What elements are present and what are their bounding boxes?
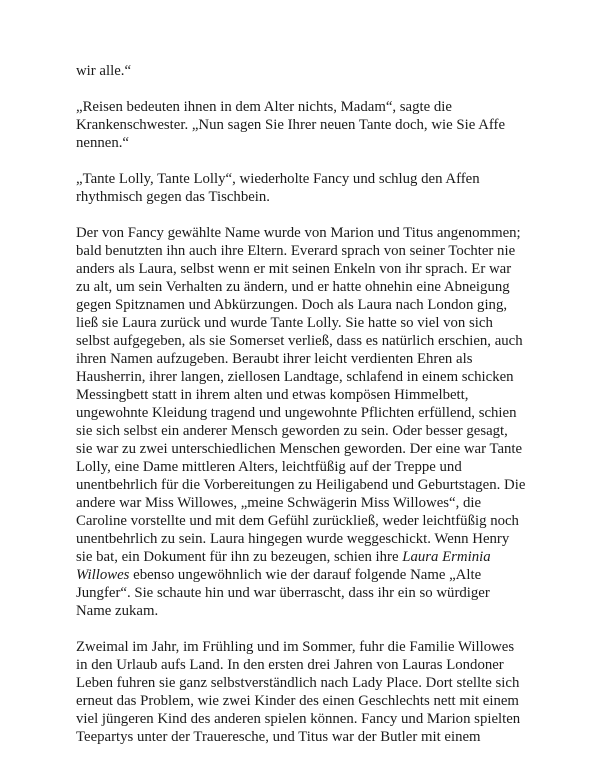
text-run: Caroline vorstellte und mit dem Gefühl zurückließ, weder leichtfüßig noch <box>76 513 519 529</box>
text-line <box>76 332 546 350</box>
text-line <box>76 656 546 674</box>
text-line <box>76 260 546 278</box>
text-line <box>76 242 546 260</box>
paragraph <box>76 98 546 152</box>
text-line <box>76 62 546 80</box>
text-line <box>76 494 546 512</box>
text-run: Name zukam. <box>76 603 159 619</box>
text-run: Lolly, eine Dame mittleren Alters, leichtfüßig auf der Treppe und <box>76 459 462 475</box>
text-line <box>76 278 546 296</box>
text-line <box>76 188 546 206</box>
text-run: Leben fuhren sie ganz selbstverständlich nach Lady Place. Dort stellte sich <box>76 675 520 691</box>
text-line <box>76 422 546 440</box>
text-line <box>76 314 546 332</box>
text-line <box>76 458 546 476</box>
text-line <box>76 710 546 728</box>
text-line <box>76 440 546 458</box>
text-run: sie sich selbst ein anderer Mensch geworden zu sein. Oder besser gesagt, <box>76 423 508 439</box>
text-line <box>76 530 546 548</box>
text-line <box>76 512 546 530</box>
italic-text-run: Laura Erminia <box>402 549 491 565</box>
text-line <box>76 350 546 368</box>
text-run: Der von Fancy gewählte Name wurde von Marion und Titus angenommen; <box>76 225 521 241</box>
text-run: unentbehrlich für die Vorbereitungen zu Heiligabend und Geburtstagen. Die <box>76 477 526 493</box>
text-run: viel jüngeren Kind des anderen spielen können. Fancy und Marion spielten <box>76 711 521 727</box>
text-run: Jungfer“. Sie schaute hin und war überrascht, dass ihr ein so würdiger <box>76 585 490 601</box>
text-line <box>76 548 546 566</box>
text-line <box>76 296 546 314</box>
text-run: gegen Spitznamen und Abkürzungen. Doch als Laura nach London ging, <box>76 297 508 313</box>
text-run: in den Urlaub aufs Land. In den ersten drei Jahren von Lauras Londoner <box>76 657 504 673</box>
italic-text-run: Willowes <box>76 567 130 583</box>
text-run: Zweimal im Jahr, im Frühling und im Sommer, fuhr die Familie Willowes <box>76 639 515 655</box>
paragraph <box>76 62 546 80</box>
paragraph <box>76 170 546 206</box>
text-run: unentbehrlich zu sein. Laura hingegen wurde weggeschickt. Wenn Henry <box>76 531 510 547</box>
text-run: andere war Miss Willowes, „meine Schwägerin Miss Willowes“, die <box>76 495 482 511</box>
text-line <box>76 386 546 404</box>
text-line <box>76 638 546 656</box>
text-line <box>76 728 546 746</box>
text-line <box>76 584 546 602</box>
text-line <box>76 566 546 584</box>
text-run: Krankenschwester. „Nun sagen Sie Ihrer neuen Tante doch, wie Sie Affe <box>76 117 506 133</box>
paragraph <box>76 638 546 746</box>
text-run: erneut das Problem, wie zwei Kinder des einen Geschlechts nett mit einem <box>76 693 519 709</box>
text-run: „Reisen bedeuten ihnen in dem Alter nichts, Madam“, sagte die <box>76 99 452 115</box>
text-run: zu alt, um sein Verhalten zu ändern, und er hatte ohnehin eine Abneigung <box>76 279 510 295</box>
text-run: Teepartys unter der Traueresche, und Titus war der Butler mit einem <box>76 729 481 745</box>
text-run: sie bat, ein Dokument für ihn zu bezeugen, schien ihre <box>76 549 403 565</box>
text-line <box>76 404 546 422</box>
text-line <box>76 224 546 242</box>
text-run: anders als Laura, selbst wenn er mit seinen Enkeln von ihr sprach. Er war <box>76 261 512 277</box>
text-run: ungewohnte Kleidung tragend und ungewohnte Pflichten erfüllend, schien <box>76 405 517 421</box>
text-run: bald benutzten ihn auch ihre Eltern. Everard sprach von seiner Tochter nie <box>76 243 516 259</box>
text-run: ihren Namen aufzugeben. Beraubt ihrer leicht verdienten Ehren als <box>76 351 473 367</box>
paragraph <box>76 224 546 620</box>
text-run: sie war zu zwei unterschiedlichen Menschen geworden. Der eine war Tante <box>76 441 523 457</box>
text-run: Messingbett statt in ihrem alten und etwas kompösen Himmelbett, <box>76 387 469 403</box>
text-run: ebenso ungewöhnlich wie der darauf folgende Name „Alte <box>129 567 482 583</box>
text-line <box>76 98 546 116</box>
text-run: Hausherrin, ihrer langen, ziellosen Landtage, schlafend in einem schicken <box>76 369 514 385</box>
text-line <box>76 368 546 386</box>
text-line <box>76 674 546 692</box>
text-line <box>76 476 546 494</box>
text-line <box>76 116 546 134</box>
text-line <box>76 134 546 152</box>
text-run: „Tante Lolly, Tante Lolly“, wiederholte Fancy und schlug den Affen <box>76 171 480 187</box>
text-line <box>76 170 546 188</box>
text-line <box>76 602 546 620</box>
text-run: selbst aufgegeben, als sie Somerset verließ, dass es natürlich erschien, auch <box>76 333 523 349</box>
text-run: rhythmisch gegen das Tischbein. <box>76 189 270 205</box>
document-page <box>76 62 546 764</box>
text-run: ließ sie Laura zurück und wurde Tante Lolly. Sie hatte so viel von sich <box>76 315 493 331</box>
text-run: wir alle.“ <box>76 63 132 79</box>
text-run: nennen.“ <box>76 135 129 151</box>
text-line <box>76 692 546 710</box>
